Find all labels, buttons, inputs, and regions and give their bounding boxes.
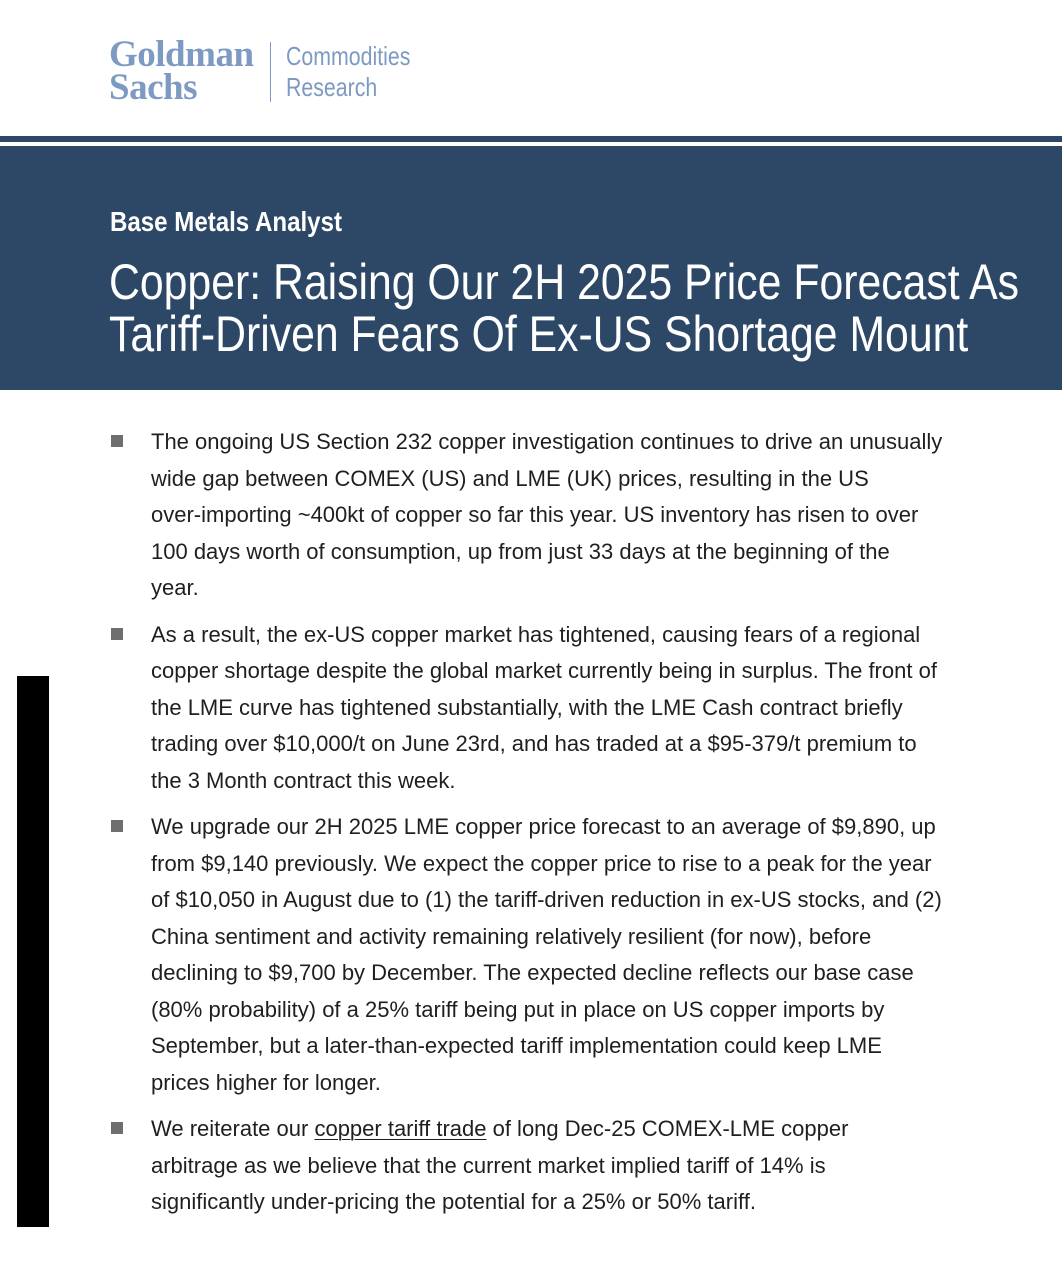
- bullet-line: copper shortage despite the global market currently being in surplus. The front of: [151, 658, 937, 683]
- bullet-line: the LME curve has tightened substantially, with the LME Cash contract briefly: [151, 694, 903, 720]
- report-title: [109, 254, 1020, 362]
- title-banner: [0, 146, 1062, 390]
- bullet-line: The ongoing US Section 232 copper investigation continues to drive an unusually: [151, 429, 943, 454]
- bullet-point: [110, 1111, 1030, 1221]
- bullet-line: declining to $9,700 by December. The expected decline reflects our base case: [151, 960, 914, 985]
- report-series: Base Metals Analyst: [110, 206, 342, 237]
- bullet-line: China sentiment and activity remaining relatively resilient (for now), before: [151, 923, 872, 949]
- bullet-point: [110, 809, 1030, 1101]
- bullet-line: from $9,140 previously. We expect the copper price to rise to a peak for the year: [151, 850, 932, 876]
- bullet-line: trading over $10,000/t on June 23rd, and has traded at a $95-379/t premium to: [151, 731, 917, 756]
- summary-bullets: [110, 424, 1030, 1231]
- bullet-line: of $10,050 in August due to (1) the tariff-driven reduction in ex-US stocks, and (2): [151, 887, 942, 912]
- bullet-line: We upgrade our 2H 2025 LME copper price forecast to an average of $9,890, up: [151, 814, 936, 839]
- logo-divider: [270, 42, 271, 102]
- side-black-bar: [17, 676, 49, 1227]
- square-bullet-icon: [111, 820, 123, 832]
- bullet-line: (80% probability) of a 25% tariff being put in place on US copper imports by: [151, 996, 885, 1022]
- bullet-text: [151, 809, 1030, 1101]
- bullet-line: prices higher for longer.: [151, 1069, 381, 1095]
- banner-top-rule: [0, 136, 1062, 142]
- bullet-text: [151, 424, 1030, 607]
- bullet-text: [151, 617, 1030, 800]
- bullet-line: significantly under-pricing the potential for a 25% or 50% tariff.: [151, 1189, 756, 1214]
- bullet-line: 100 days worth of consumption, up from just 33 days at the beginning of the: [151, 538, 890, 564]
- bullet-line: arbitrage as we believe that the current market implied tariff of 14% is: [151, 1152, 826, 1178]
- brand-line-2: Sachs: [109, 67, 197, 108]
- bullet-line: As a result, the ex-US copper market has tightened, causing fears of a regional: [151, 621, 921, 647]
- bullet-point: [110, 424, 1030, 607]
- title-line-1: Copper: Raising Our 2H 2025 Price Forecast As: [109, 254, 1020, 310]
- division-line-2: Research: [286, 72, 378, 102]
- square-bullet-icon: [111, 435, 123, 447]
- bullet-line: over-importing ~400kt of copper so far this year. US inventory has risen to over: [151, 502, 919, 527]
- bullet-line: the 3 Month contract this week.: [151, 767, 456, 793]
- bullet-line: [151, 1111, 1030, 1148]
- division-line-1: Commodities: [286, 41, 411, 71]
- report-header-logo: [109, 34, 509, 108]
- bullet-line: wide gap between COMEX (US) and LME (UK) prices, resulting in the US: [151, 465, 869, 491]
- square-bullet-icon: [111, 628, 123, 640]
- bullet-line: September, but a later-than-expected tariff implementation could keep LME: [151, 1033, 882, 1058]
- division-label: [286, 41, 410, 103]
- bullet-text-segment: of long Dec-25 COMEX-LME copper: [486, 1116, 849, 1141]
- goldman-sachs-logo: [109, 34, 254, 108]
- square-bullet-icon: [111, 1122, 123, 1134]
- copper-tariff-trade-link[interactable]: copper tariff trade: [314, 1116, 487, 1141]
- bullet-text-segment: We reiterate our: [151, 1116, 315, 1141]
- bullet-point: [110, 617, 1030, 800]
- bullet-line: year.: [151, 575, 199, 600]
- bullet-text: [151, 1111, 1030, 1221]
- brand-line-1: Goldman: [109, 34, 254, 75]
- title-line-2: Tariff-Driven Fears Of Ex-US Shortage Mount: [109, 306, 969, 362]
